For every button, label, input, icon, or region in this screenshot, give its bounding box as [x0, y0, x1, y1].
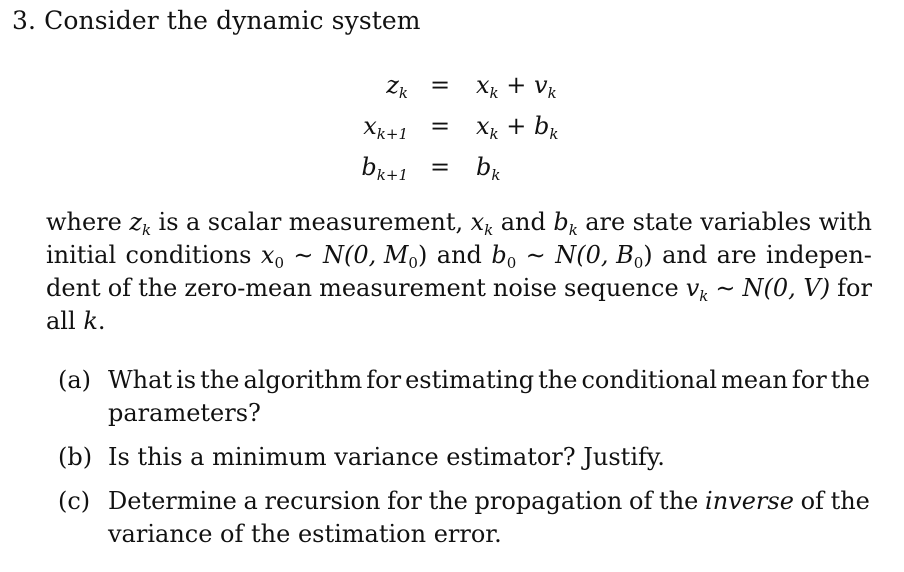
description-paragraph — [46, 206, 872, 338]
equation-2-rhs: $x_k + b_k$ — [476, 112, 559, 143]
part-c-text: Determine a recursion for the propagation of the inverse of the variance of the estimation error. — [108, 487, 870, 548]
equation-3-equals: = — [429, 153, 451, 181]
problem-title: Consider the dynamic system — [44, 6, 421, 35]
problem-heading — [12, 6, 421, 35]
description-line-1: where $z_k$ is a scalar measurement, $x_k$ and $b_k$ are state variables with — [46, 208, 872, 239]
question-part-b — [58, 441, 870, 474]
part-c-label: (c) — [58, 487, 91, 515]
equation-2-equals: = — [429, 112, 451, 140]
description-line-3: dent of the zero-mean measurement noise sequence $v_k$ ∼ N(0, V) for — [46, 274, 872, 305]
description-line-4: all k . — [46, 307, 106, 335]
question-part-a — [58, 364, 870, 430]
equation-1-equals: = — [429, 71, 451, 99]
part-a-text: What is the algorithm for estimating the conditional mean for the parameters? — [108, 366, 870, 427]
equation-2-lhs: $x_{k+1}$ — [363, 112, 408, 143]
problem-number: 3. — [12, 6, 37, 35]
part-b-text: Is this a minimum variance estimator? Justify. — [108, 443, 665, 471]
part-b-label: (b) — [58, 443, 93, 471]
equation-3-lhs: $b_{k+1}$ — [361, 153, 408, 184]
emphasized-inverse: inverse — [705, 487, 794, 515]
description-line-2: initial conditions $x_0$ ∼ N(0, $M_0$) and $b_0$ ∼ N(0, $B_0$) and are indepen- — [46, 241, 872, 272]
equation-1-rhs: $x_k + v_k$ — [476, 71, 557, 102]
equation-3-rhs: $b_k$ — [476, 153, 501, 184]
equation-1-lhs: $z_k$ — [386, 71, 408, 102]
part-a-label: (a) — [58, 366, 92, 394]
question-part-c — [58, 485, 870, 551]
